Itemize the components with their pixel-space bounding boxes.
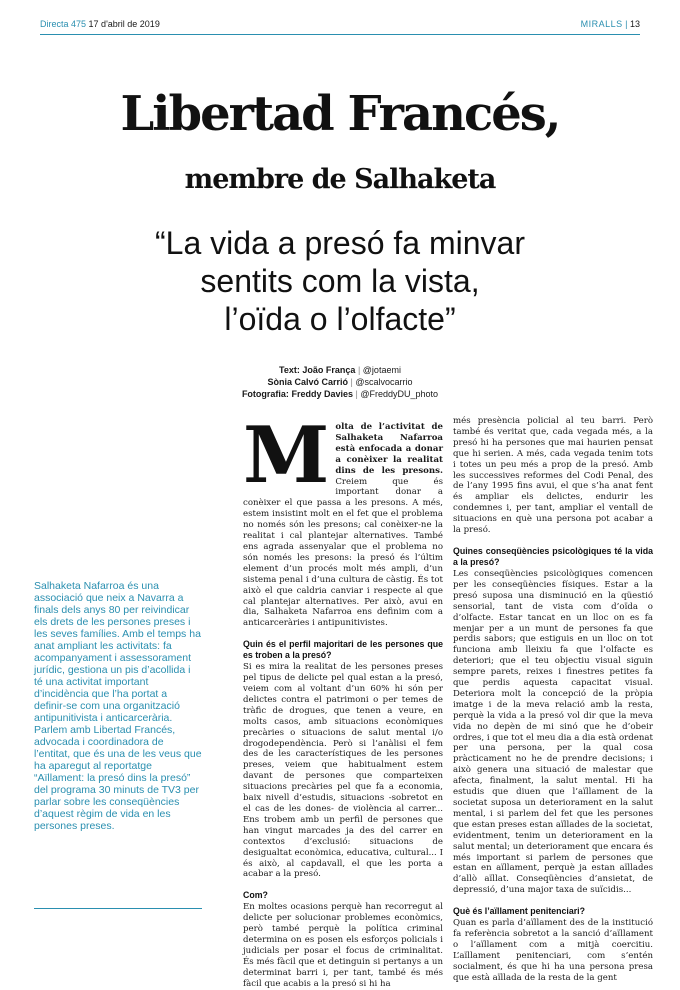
- article-column-1: [243, 410, 443, 990]
- answer-2-continued: més presència policial al teu barri. Però també és veritat que, cada vegada més, a la presó hi ha persones que mai haurien pensat que hi serien. A més, cada vegada tenim tots i totes un peu més a prop de la presó. Amb les successives reformes del Codi Penal, des de l’any 1995 fins avui, el que s’ha anat fent és ampliar els delictes, endurir les condemnes i, per tant, ampliar el ventall de situacions en què una persona pot acabar a la presó.: [453, 416, 653, 536]
- publication-name: Directa 475: [40, 19, 87, 29]
- quote-line: sentits com la vista,: [200, 263, 480, 299]
- interviewee-name: Libertad Francés,: [120, 86, 560, 142]
- photo-credit-author: Freddy Davies: [291, 389, 353, 399]
- second-author: Sònia Calvó Carrió: [267, 377, 348, 387]
- second-author-handle[interactable]: @scalvocarrio: [355, 377, 413, 387]
- quote-line: l’oïda o l’olfacte”: [224, 301, 456, 337]
- section-name: MIRALLS: [580, 19, 623, 29]
- header-left: [40, 19, 160, 29]
- answer-1: Si es mira la realitat de les persones preses pel tipus de delicte pel qual estan a la presó, veiem com al voltant d’un 60% hi són per delictes contra el patrimoni o per temes de tràfic de drogues, que tenen a veure, en molts casos, amb situacions econòmiques precàries o situacions de salut mental i/o drogodependència. Però si l’anàlisi el fem des de les característiques de les persones preses, veiem que habitualment estem davant de persones que comparteixen situacions precàries pel que fa a economia, baix nivell d’estudis, situacions -sobretot en el cas de les dones- de violència al carrer... Ens trobem amb un perfil de persones que han vingut marcades ja des del carrer en contextos d’exclusió: situacions de desigualtat econòmica, educativa, cultural... I és això, al capdavall, el que les porta a acabar a la presó.: [243, 662, 443, 880]
- photo-credit-label: Fotografia:: [241, 389, 289, 399]
- question-2: Com?: [243, 890, 268, 901]
- interviewee-role: membre de Salhaketa: [184, 164, 496, 195]
- lead-bold: olta de l’activitat de Salhaketa Nafarroa està enfocada a donar a conèixer la realitat dins de les presons.: [335, 422, 443, 476]
- issue-date: 17 d'abril de 2019: [88, 19, 160, 29]
- answer-4: Quan es parla d’aïllament des de la institució fa referència sobretot a la sanció d’aïllament o l’aïllament com a mitjà coercitiu. L’aïllament penitenciari, com s’entén socialment, és que hi ha una persona presa que està aïllada de la resta de la gent: [453, 918, 653, 983]
- answer-3: Les conseqüències psicològiques comencen per les conseqüències físiques. Estar a la presó suposa una disminució en la qüestió sensorial, tant de vista com d’oïda o d’olfacte. Estar tancat en un lloc on es fa menjar per a un munt de persones fa que perdis sabors; que estiguis en un lloc on tot funciona amb lleixiu fa que l’olfacte es deteriori; que el teu objectiu visual siguin sempre parets, reixes i finestres petites fa que perdis aquesta capacitat visual. Deteriora molt la concepció de la pròpia imatge i de la meva relació amb la resta, perquè la vida a la presó vol dir que la meva vida no depèn de mi sinó que he d’obeir ordres, i que tot el meu dia a dia està ordenat per una persona, per la qual cosa pràcticament no he de prendre decisions; i això genera una situació de malestar que afecta, finalment, la salut mental. Hi ha estudis que diuen que l’aïllament de la societat suposa un deteriorament en la salut mental, i si parlem del fet que les persones que estan preses estan aïllades de la societat, evidentment, tenim un deteriorament en la salut mental; un deteriorament que encara és més important si parlem de persones que estan en aïllament, perquè ja estan aïllades d’allò aïllat. Conseqüències d’ansietat, de depressió, d’una major taxa de suïcidis...: [453, 568, 654, 896]
- text-credit-author: João França: [302, 365, 356, 375]
- header-right: MIRALLS | 13: [580, 19, 640, 29]
- article-column-2: [453, 416, 653, 984]
- answer-2: En moltes ocasions perquè han recorregut al delicte per solucionar problemes econòmics, però també perquè la política criminal determina on es posen els esforços policials i judicials per posar el focus de criminalitat. És més fàcil que et detinguin si pertanys a un determinat barri i, per tant, també és més fàcil que acabis a la presó si hi ha: [243, 902, 443, 989]
- byline: Text: João França | @jotaemi Sònia Calvó Carrió | @scalvocarrio Fotografia: Freddy Davies | @FreddyDU_photo: [241, 365, 439, 399]
- question-4: Què és l’aïllament penitenciari?: [453, 906, 585, 917]
- page-header: [40, 10, 640, 36]
- headline-quote: [60, 224, 620, 338]
- intro-sidebar: Salhaketa Nafarroa és una associació que neix a Navarra a finals dels anys 80 per reivindicar els drets de les persones preses i les seves famílies. Amb el temps ha anat ampliant les activitats: fa acompanyament i assessorament jurídic, gestiona un pis d’acollida i té una activitat important d’incidència que l’ha portat a definir-se com una organització antipunitivista i anticarcerària. Parlem amb Libertad Francés, advocada i coordinadora de l’entitat, que és una de les veus que ha aparegut al reportatge “Aïllament: la presó dins la presó” del programa 30 minuts de TV3 per parlar sobre les conseqüències d’aquest règim de vida en les persones preses.: [34, 580, 202, 832]
- lead-text: Creiem que és important donar a conèixer el que passa a les presons. A més, estem insistint molt en el fet que el problema no només són les presons; cal conèixer-ne la realitat i cal plantejar alternatives. També ens agrada assenyalar que el problema no són només les presons: la presó és l’últim element d’un procés molt més ampli, d’un sistema penal i d’una cultura de càstig. És tot això el que caldria canviar i respecte al que cal plantejar alternatives. Per això, avui en dia, Salhaketa Nafarroa ens definim com a anticarceràries i antipunitivistes.: [243, 476, 443, 629]
- question-3: Quines conseqüències psicològiques té la vida a la presó?: [453, 545, 653, 567]
- page-number: 13: [629, 19, 640, 29]
- quote-line: “La vida a presó fa minvar: [155, 225, 525, 261]
- question-1: Quin és el perfil majoritari de les persones que es troben a la presó?: [243, 639, 443, 661]
- text-credit-label: Text:: [279, 365, 300, 375]
- drop-cap: M: [243, 410, 330, 501]
- header-rule: [40, 34, 640, 35]
- photo-credit-handle[interactable]: @FreddyDU_photo: [360, 389, 439, 399]
- sidebar-rule: [34, 908, 202, 909]
- text-credit-handle[interactable]: @jotaemi: [362, 365, 401, 375]
- article-lead: [243, 410, 443, 629]
